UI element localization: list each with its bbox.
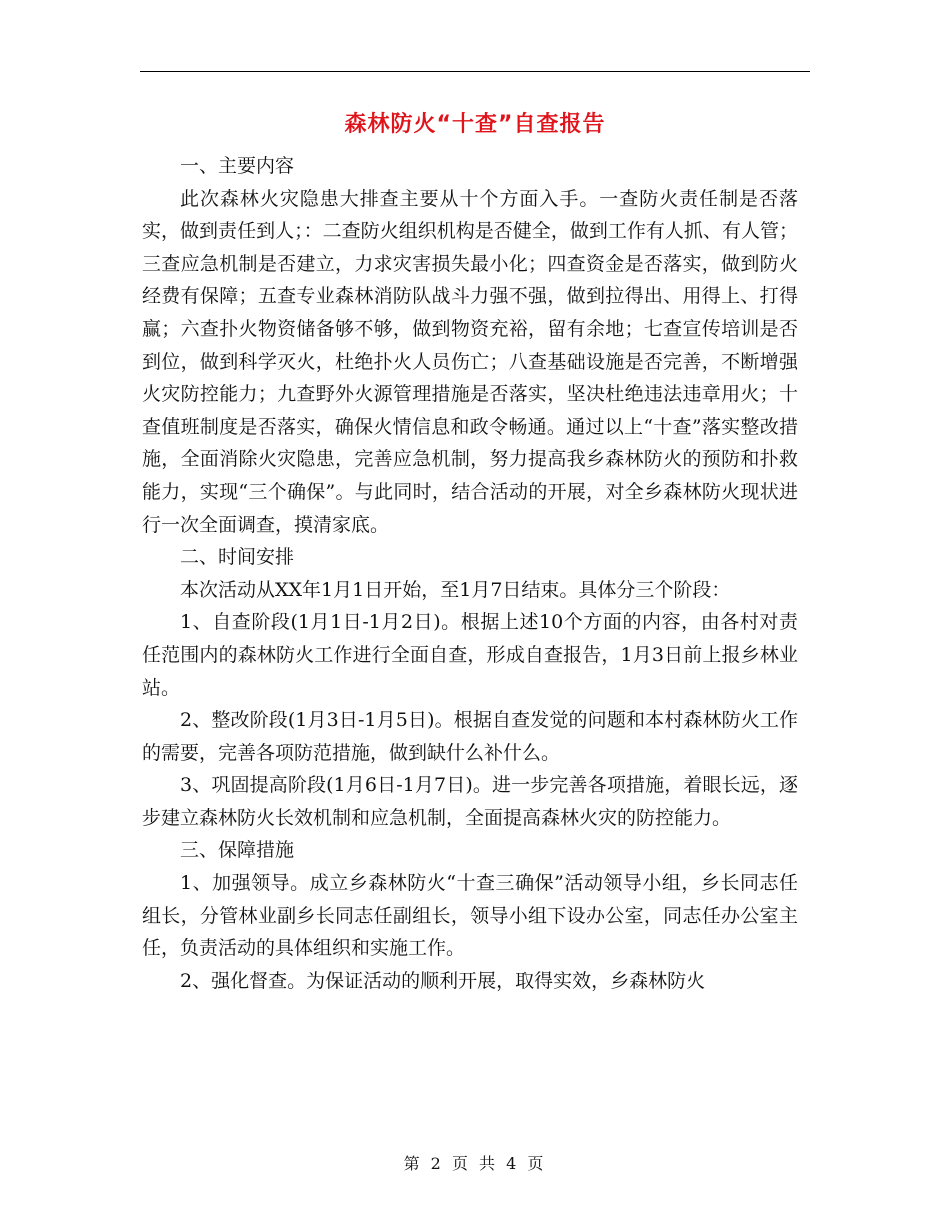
paragraph-supervision: 2、强化督查。为保证活动的顺利开展，取得实效，乡森林防火 (180, 969, 706, 992)
paragraph-stage-rectify: 2、整改阶段(1月3日-1月5日)。根据自查发觉的问题和本村森林防火工作的需要，完善各项防范措施，做到缺什么补什么。 (142, 709, 798, 764)
paragraph-schedule-intro: 本次活动从XX年1月1日开始，至1月7日结束。具体分三个阶段： (180, 578, 731, 601)
paragraph-stage-consolidate: 3、巩固提高阶段(1月6日-1月7日)。进一步完善各项措施，着眼长远，逐步建立森林防火长效机制和应急机制，全面提高森林火灾的防控能力。 (142, 774, 798, 829)
paragraph-main-content: 此次森林火灾隐患大排查主要从十个方面入手。一查防火责任制是否落实，做到责任到人；：二查防火组织机构是否健全，做到工作有人抓、有人管；三查应急机制是否建立，力求灾害损失最小化；四查资金是否落实，做到防火经费有保障；五查专业森林消防队战斗力强不强，做到拉得出、用得上、打得赢；六查扑火物资储备够不够，做到物资充裕，留有余地；七查宣传培训是否到位，做到科学灭火，杜绝扑火人员伤亡；八查基础设施是否完善，不断增强火灾防控能力；九查野外火源管理措施是否落实，坚决杜绝违法违章用火；十查值班制度是否落实，确保火情信息和政令畅通。通过以上“十查”落实整改措施，全面消除火灾隐患，完善应急机制，努力提高我乡森林防火的预防和扑救能力，实现“三个确保”。与此同时，结合活动的开展，对全乡森林防火现状进行一次全面调查，摸清家底。 (142, 187, 798, 536)
paragraph-stage-self-check: 1、自查阶段(1月1日-1月2日)。根据上述10个方面的内容，由各村对责任范围内的森林防火工作进行全面自查，形成自查报告，1月3日前上报乡林业站。 (142, 611, 798, 699)
section-heading-schedule: 二、时间安排 (180, 546, 295, 569)
section-heading-main-content: 一、主要内容 (180, 155, 295, 177)
page-number-footer: 第 2 页 共 4 页 (403, 1154, 547, 1173)
header-rule (140, 71, 810, 72)
section-heading-safeguards: 三、保障措施 (180, 839, 295, 862)
paragraph-leadership: 1、加强领导。成立乡森林防火“十查三确保”活动领导小组，乡长同志任组长，分管林业副乡长同志任副组长，领导小组下设办公室，同志任办公室主任，负责活动的具体组织和实施工作。 (142, 872, 798, 960)
document-title: 森林防火“十查”自查报告 (344, 112, 606, 137)
document-body (142, 150, 798, 997)
